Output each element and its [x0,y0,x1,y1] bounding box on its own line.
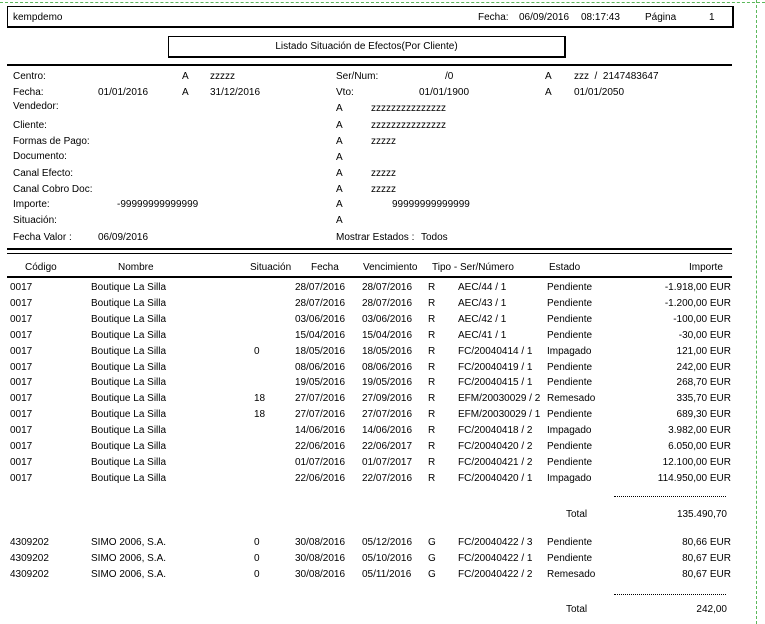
cell-estado: Pendiente [547,329,593,341]
cell-nombre: Boutique La Silla [91,425,167,437]
cell-ser-numero: FC/20040418 / 2 [458,425,533,437]
cell-fecha: 28/07/2016 [295,282,346,293]
cell-tipo: G [428,568,436,580]
cell-codigo: 4309202 [10,568,49,580]
cell-codigo: 0017 [10,361,33,373]
filter-value: Todos [421,232,448,243]
cell-nombre: Boutique La Silla [91,297,167,309]
cell-tipo: R [428,441,436,452]
filter-label: Formas de Pago: [13,136,90,147]
cell-fecha: 22/06/2016 [295,441,346,452]
filter-value: zzzzz [210,71,235,82]
cell-vencimiento: 27/09/2016 [362,393,413,405]
cell-vencimiento: 28/07/2016 [362,297,413,309]
cell-codigo: 0017 [10,441,33,452]
cell-ser-numero: EFM/20030029 / 1 [458,409,541,421]
user-name: kempdemo [13,12,63,23]
cell-nombre: Boutique La Silla [91,441,167,452]
cell-ser-numero: AEC/43 / 1 [458,297,507,309]
date-label: Fecha: [478,12,509,23]
cell-ser-numero: FC/20040420 / 1 [458,472,533,484]
filter-label: Canal Cobro Doc: [13,184,93,195]
filter-a: A [336,120,343,131]
filter-label: Mostrar Estados : [336,232,415,243]
total-separator [614,496,726,497]
cell-estado: Pendiente [547,313,593,325]
cell-codigo: 0017 [10,329,33,341]
table-row [0,569,765,585]
filter-value: zzzzz [371,184,396,195]
cell-nombre: Boutique La Silla [91,472,167,484]
filter-label: Vendedor: [13,101,59,112]
header-rule-thin [7,253,732,254]
cell-ser-numero: AEC/42 / 1 [458,313,507,325]
col-fecha: Fecha [311,262,339,273]
cell-codigo: 0017 [10,345,33,357]
cell-estado: Pendiente [547,441,593,452]
cell-fecha: 03/06/2016 [295,313,346,325]
cell-situacion: 0 [254,552,260,564]
top-rule [7,64,732,66]
filter-value: 01/01/2016 [98,87,149,98]
cell-ser-numero: FC/20040419 / 1 [458,361,533,373]
filter-label: Ser/Num: [336,71,379,82]
cell-vencimiento: 28/07/2016 [362,282,413,293]
cell-tipo: R [428,456,436,468]
filter-a: A [336,184,343,195]
filter-value: zzzzz [371,136,396,147]
cell-tipo: R [428,297,436,309]
cell-vencimiento: 08/06/2016 [362,361,413,373]
cell-estado: Pendiente [547,377,593,389]
cell-fecha: 30/08/2016 [295,568,346,580]
cell-vencimiento: 22/06/2017 [362,441,413,452]
cell-tipo: R [428,361,436,373]
filter-value: zzzzz [371,168,396,179]
cell-ser-numero: EFM/20030029 / 2 [458,393,541,405]
cell-vencimiento: 15/04/2016 [362,329,413,341]
cell-nombre: SIMO 2006, S.A. [91,537,167,548]
filter-value: zzzzzzzzzzzzzzz [371,103,446,114]
cell-fecha: 27/07/2016 [295,393,346,405]
filter-label: Vto: [336,87,354,98]
cell-vencimiento: 14/06/2016 [362,425,413,437]
cell-estado: Impagado [547,472,592,484]
cell-tipo: R [428,425,436,437]
cell-fecha: 14/06/2016 [295,425,346,437]
cell-ser-numero: FC/20040420 / 2 [458,441,533,452]
table-row [0,393,765,409]
cell-importe: -100,00 EUR [673,313,731,325]
cell-codigo: 0017 [10,313,33,325]
cell-nombre: Boutique La Silla [91,345,167,357]
cell-importe: 268,70 EUR [676,377,731,389]
table-row [0,314,765,330]
cell-importe: -1.918,00 EUR [664,282,731,293]
cell-nombre: Boutique La Silla [91,361,167,373]
filter-a: A [336,152,343,163]
table-row [0,377,765,393]
cell-situacion: 0 [254,345,260,357]
report-title: Listado Situación de Efectos(Por Cliente) [168,36,566,58]
cell-estado: Pendiente [547,361,593,373]
cell-codigo: 4309202 [10,537,49,548]
cell-estado: Remesado [547,393,596,405]
cell-fecha: 18/05/2016 [295,345,346,357]
report-time: 08:17:43 [581,12,620,23]
cell-importe: 12.100,00 EUR [662,456,731,468]
cell-vencimiento: 05/10/2016 [362,552,413,564]
cell-situacion: 18 [254,393,266,405]
cell-nombre: Boutique La Silla [91,329,167,341]
table-row [0,537,765,553]
filter-value: 99999999999999 [392,199,470,210]
page-number: 1 [709,12,715,23]
cell-situacion: 0 [254,537,260,548]
cell-ser-numero: FC/20040422 / 3 [458,537,533,548]
cell-ser-numero: AEC/41 / 1 [458,329,507,341]
cell-tipo: R [428,472,436,484]
cell-fecha: 28/07/2016 [295,297,346,309]
cell-estado: Impagado [547,345,592,357]
filter-a: A [182,71,189,82]
cell-tipo: R [428,329,436,341]
filter-value: 31/12/2016 [210,87,261,98]
filter-value: /0 [445,71,454,82]
cell-estado: Remesado [547,568,596,580]
cell-vencimiento: 19/05/2016 [362,377,413,389]
cell-estado: Pendiente [547,537,593,548]
total-value: 135.490,70 [676,509,727,520]
cell-vencimiento: 27/07/2016 [362,409,413,421]
table-row [0,282,765,298]
cell-codigo: 4309202 [10,552,49,564]
filter-value: 01/01/1900 [419,87,470,98]
cell-importe: -30,00 EUR [678,329,731,341]
col-estado: Estado [549,262,581,273]
cell-nombre: Boutique La Silla [91,282,167,293]
cell-importe: 114.950,00 EUR [657,472,731,484]
cell-nombre: SIMO 2006, S.A. [91,552,167,564]
filter-a: A [336,199,343,210]
cell-vencimiento: 03/06/2016 [362,313,413,325]
total-label: Total [566,509,588,520]
filter-value: zzzzzzzzzzzzzzz [371,120,446,131]
cell-tipo: R [428,282,436,293]
cell-codigo: 0017 [10,472,33,484]
cell-ser-numero: FC/20040422 / 1 [458,552,533,564]
cell-importe: 80,66 EUR [682,537,731,548]
filter-label: Canal Efecto: [13,168,74,179]
cell-fecha: 08/06/2016 [295,361,346,373]
cell-tipo: R [428,345,436,357]
cell-nombre: Boutique La Silla [91,393,167,405]
cell-nombre: Boutique La Silla [91,456,167,468]
table-row [0,298,765,314]
col-codigo: Código [25,262,57,273]
cell-importe: 335,70 EUR [676,393,731,405]
cell-codigo: 0017 [10,393,33,405]
filter-label: Situación: [13,215,57,226]
cell-codigo: 0017 [10,409,33,421]
cell-estado: Pendiente [547,297,593,309]
cell-vencimiento: 05/11/2016 [362,568,412,580]
cell-codigo: 0017 [10,456,33,468]
cell-tipo: G [428,552,436,564]
cell-codigo: 0017 [10,377,33,389]
filter-a: A [336,103,343,114]
cell-importe: 80,67 EUR [682,568,731,580]
col-vencimiento: Vencimiento [363,262,418,273]
cell-vencimiento: 05/12/2016 [362,537,413,548]
page-label: Página [645,12,677,23]
filter-value: 01/01/2050 [574,87,625,98]
cell-importe: 6.050,00 EUR [668,441,731,452]
cell-tipo: G [428,537,436,548]
filter-value: zzz / 2147483647 [574,71,659,82]
cell-situacion: 18 [254,409,266,421]
cell-importe: -1.200,00 EUR [664,297,731,309]
table-row [0,553,765,569]
cell-importe: 689,30 EUR [676,409,731,421]
filter-label: Documento: [13,151,67,162]
filter-value: 06/09/2016 [98,232,149,243]
table-row [0,473,765,489]
filter-a: A [336,168,343,179]
col-importe: Importe [689,262,723,273]
col-tipo: Tipo - Ser/Número [432,262,514,273]
cell-tipo: R [428,377,436,389]
table-row [0,362,765,378]
table-row [0,346,765,362]
cell-codigo: 0017 [10,425,33,437]
cell-tipo: R [428,393,436,405]
filter-label: Fecha: [13,87,44,98]
cell-fecha: 22/06/2016 [295,472,346,484]
page-top-guide [0,2,765,3]
filter-label: Centro: [13,71,46,82]
cell-nombre: Boutique La Silla [91,409,167,421]
col-nombre: Nombre [118,262,154,273]
total-value: 242,00 [696,604,727,615]
report-header [7,6,734,28]
filter-a: A [182,87,189,98]
cell-nombre: Boutique La Silla [91,313,167,325]
cell-estado: Pendiente [547,456,593,468]
filter-label: Importe: [13,199,50,210]
filter-label: Cliente: [13,120,47,131]
cell-situacion: 0 [254,568,260,580]
table-row [0,425,765,441]
table-row [0,330,765,346]
cell-fecha: 30/08/2016 [295,552,346,564]
cell-codigo: 0017 [10,297,33,309]
cell-tipo: R [428,409,436,421]
filter-a: A [545,87,552,98]
table-row [0,409,765,425]
cell-importe: 121,00 EUR [676,345,731,357]
cell-ser-numero: FC/20040415 / 1 [458,377,533,389]
cell-fecha: 15/04/2016 [295,329,346,341]
cell-importe: 80,67 EUR [682,552,731,564]
filter-value: -99999999999999 [117,199,199,210]
cell-fecha: 01/07/2016 [295,456,346,468]
cell-vencimiento: 18/05/2016 [362,345,413,357]
report-date: 06/09/2016 [519,12,570,23]
cell-fecha: 27/07/2016 [295,409,346,421]
cell-ser-numero: FC/20040421 / 2 [458,456,533,468]
table-row [0,457,765,473]
table-row [0,441,765,457]
header-rule [7,248,732,250]
filter-a: A [336,136,343,147]
cell-fecha: 30/08/2016 [295,537,346,548]
columns-rule [7,276,732,278]
total-label: Total [566,604,588,615]
total-separator [614,594,726,595]
cell-nombre: SIMO 2006, S.A. [91,568,167,580]
cell-estado: Impagado [547,425,592,437]
filter-a: A [336,215,343,226]
cell-ser-numero: FC/20040414 / 1 [458,345,533,357]
cell-codigo: 0017 [10,282,33,293]
filter-a: A [545,71,552,82]
cell-vencimiento: 01/07/2017 [362,456,413,468]
cell-estado: Pendiente [547,409,593,421]
cell-nombre: Boutique La Silla [91,377,167,389]
col-situacion: Situación [250,262,292,273]
cell-tipo: R [428,313,436,325]
cell-fecha: 19/05/2016 [295,377,346,389]
cell-importe: 3.982,00 EUR [668,425,731,437]
cell-importe: 242,00 EUR [676,361,731,373]
cell-estado: Pendiente [547,282,593,293]
cell-ser-numero: FC/20040422 / 2 [458,568,533,580]
cell-vencimiento: 22/07/2016 [362,472,413,484]
filter-label: Fecha Valor : [13,232,72,243]
cell-ser-numero: AEC/44 / 1 [458,282,507,293]
cell-estado: Pendiente [547,552,593,564]
